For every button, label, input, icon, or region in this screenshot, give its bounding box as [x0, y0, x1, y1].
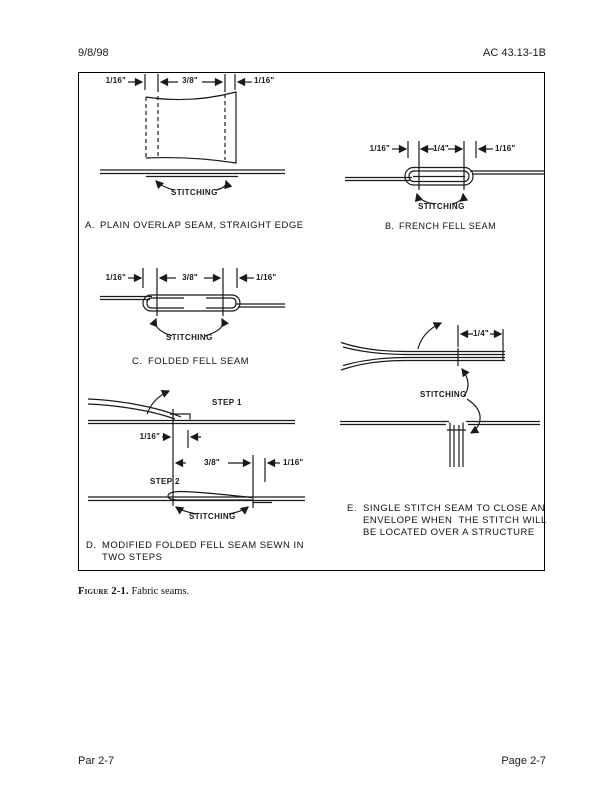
- caption-b-title: FRENCH FELL SEAM: [399, 221, 497, 231]
- figure-caption-label: Figure 2-1.: [78, 586, 129, 597]
- caption-e-letter: E.: [347, 503, 357, 514]
- caption-d-title-line1: MODIFIED FOLDED FELL SEAM SEWN IN: [102, 540, 304, 551]
- seam-b-dim-right: 1/16": [495, 144, 516, 153]
- seam-d-step2-label: STEP 2: [150, 477, 180, 486]
- figure-border-box: [78, 72, 545, 571]
- seam-d-step1-label: STEP 1: [212, 398, 242, 407]
- seam-d-dim-small: 1/16": [139, 432, 160, 441]
- seam-d-dim-right: 1/16": [283, 458, 304, 467]
- caption-d-letter: D.: [86, 540, 97, 551]
- seam-c-stitching-label: STITCHING: [166, 333, 213, 342]
- caption-e-title-line2: ENVELOPE WHEN THE STITCH WILL: [363, 515, 547, 526]
- header-date: 9/8/98: [78, 47, 109, 59]
- seam-c-dim-mid: 3/8": [182, 273, 198, 282]
- seam-e-stitching-label: STITCHING: [420, 390, 467, 399]
- caption-a-title: PLAIN OVERLAP SEAM, STRAIGHT EDGE: [100, 220, 304, 231]
- caption-a-letter: A.: [85, 220, 95, 231]
- seam-d-stitching-label: STITCHING: [189, 512, 236, 521]
- footer-page-number: Page 2-7: [501, 755, 546, 767]
- figure-caption-text: Fabric seams.: [131, 586, 190, 597]
- caption-d-title-line2: TWO STEPS: [102, 552, 163, 563]
- figure-caption: [78, 586, 189, 597]
- caption-e-title-line1: SINGLE STITCH SEAM TO CLOSE AN: [363, 503, 545, 514]
- header-doc-number: AC 43.13-1B: [483, 47, 546, 59]
- seam-a-dim-mid: 3/8": [182, 76, 198, 85]
- seam-d-dim-mid: 3/8": [204, 458, 220, 467]
- caption-e-title-line3: BE LOCATED OVER A STRUCTURE: [363, 527, 535, 538]
- seam-b-dim-left: 1/16": [369, 144, 390, 153]
- seam-a-dim-left: 1/16": [105, 76, 126, 85]
- caption-b-letter: B.: [385, 221, 395, 231]
- seam-c-dim-left: 1/16": [105, 273, 126, 282]
- seam-a-dim-right: 1/16": [254, 76, 275, 85]
- seam-c-dim-right: 1/16": [256, 273, 277, 282]
- caption-c-letter: C.: [132, 356, 143, 367]
- seam-b-dim-mid: 1/4": [433, 144, 449, 153]
- footer-par-number: Par 2-7: [78, 755, 115, 767]
- seam-b-stitching-label: STITCHING: [418, 202, 465, 211]
- seam-a-stitching-label: STITCHING: [171, 188, 218, 197]
- caption-c-title: FOLDED FELL SEAM: [148, 356, 250, 367]
- seam-e-dim: 1/4": [473, 329, 489, 338]
